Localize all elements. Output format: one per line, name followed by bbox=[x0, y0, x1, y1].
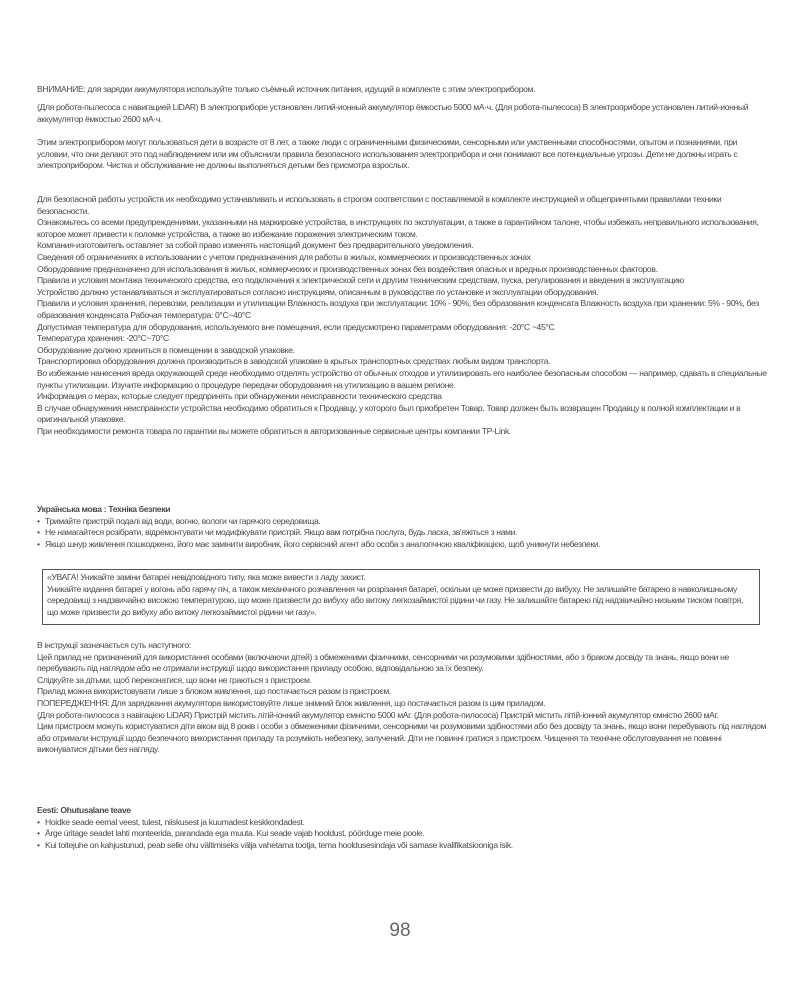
ru-line: При необходимости ремонта товара по гарантии вы можете обратиться в авторизованные сервисные центры компании TP-Link. bbox=[37, 425, 511, 436]
et-bullet-list bbox=[37, 817, 767, 852]
list-item: • Не намагайтеся розібрати, відремонтувати чи модифікувати пристрій. Якщо вам потрібна послуга, будь ласка, зв'яжіться з нами. bbox=[37, 527, 767, 539]
uk-bullet-list bbox=[37, 516, 767, 551]
ru-warning-section bbox=[37, 84, 767, 96]
ru-line: Компания-изготовитель оставляет за собой право изменять настоящий документ без предварительного уведомления. bbox=[37, 240, 474, 251]
uk-line: Прилад можна використовувати лише з блоком живлення, що постачається разом із пристроєм. bbox=[37, 686, 391, 697]
ru-line: Правила и условия хранения, перевозки, реализации и утилизации Влажность воздуха при эксплуатации: 10% - 90%, без образования конденсата Влажность воздуха при хранении: 5% - 90%, без образования конденсата Рабочая температура: 0°C~40°C bbox=[37, 298, 759, 320]
ru-line: Оборудование предназначено для использования в жилых, коммерческих и производственных зонах без воздействия опасных и вредных производственных факторов. bbox=[37, 263, 658, 274]
uk-line: (Для робота-пилососа з навігацією LiDAR) Пристрій містить літій-іонний акумулятор ємністю 5000 мАг. (Для робота-пилососа) Пристрій містить літій-іонний акумулятор ємністю 2600 мАг. bbox=[37, 709, 719, 720]
uk-line: В інструкції зазначається суть наступного: bbox=[37, 640, 191, 650]
list-item: • Тримайте пристрій подалі від води, вогню, вологи чи гарячого середовища. bbox=[37, 516, 767, 528]
ru-children-section bbox=[37, 137, 767, 172]
ru-line: Допустимая температура для оборудования, используемого вне помещения, если предусмотрено параметрами оборудования: -20°C ~45°C bbox=[37, 321, 555, 332]
page-number: 98 bbox=[389, 920, 411, 941]
ru-children-note: Этим электроприбором могут пользоваться дети в возрасте от 8 лет, а также люди с ограниченными физическими, сенсорными или умственными способностями, опытом и познаниями, при условии, что они делают это под наблюдением или им объяснили правила безопасного использования электроприбора и они понимают все потенциальные угрозы. Дети не должны играть с электроприбором. Чистка и обслуживание не должны выполняться детьми без присмотра взрослых. bbox=[37, 137, 738, 171]
uk-line: Слідкуйте за дітьми, щоб переконатися, що вони не граються з пристроєм. bbox=[37, 674, 312, 685]
ru-lidar-section bbox=[37, 102, 767, 125]
ru-line: Транспортировка оборудования должна производиться в заводской упаковке в крытых транспортных средствах любым видом транспорта. bbox=[37, 356, 551, 367]
uk-line: ПОПЕРЕДЖЕННЯ: Для заряджання акумулятора використовуйте лише знімний блок живлення, що постачається разом із цим приладом. bbox=[37, 697, 546, 708]
et-heading: Eesti: Ohutusalane teave bbox=[37, 805, 131, 815]
list-item: • Kui toitejuhe on kahjustunud, peab selle ohu vältimiseks välja vahetama tootja, tema hooldusesindaja või samase kvalifikatsiooniga isik. bbox=[37, 840, 767, 852]
uk-line: Цим пристроєм можуть користуватися діти віком від 8 років і особи з обмеженими фізичними, сенсорними чи розумовими здібностями або без досвіду та знань, якщо вони перебувають під наглядом або отримали інструкції щодо безпечного використання приладу та розуміють небезпеку, залучений. Діти не повинні гратися з пристроєм. Чищення та технічне обслуговування не повинні виконуватися дітьми без нагляду. bbox=[37, 721, 767, 755]
ru-line: Правила и условия монтажа технического средства, его подключения к электрической сети и другим техническим средствам, пуска, регулирования и введения в эксплуатацию bbox=[37, 275, 684, 286]
et-safety-section bbox=[37, 805, 767, 851]
ru-line: Температура хранения: -20°C~70°C bbox=[37, 333, 169, 344]
ru-line: Во избежание нанесения вреда окружающей среде необходимо отделять устройство от обычных отходов и утилизировать его наиболее безопасным способом — например, сдавать в специальные пункты утилизации. Изучите информацию о процедуре передачи оборудования на утилизацию в вашем регионе. bbox=[37, 367, 767, 390]
ru-safety-section bbox=[37, 194, 767, 437]
uk-heading: Українська мова : Техніка безпеки bbox=[37, 504, 171, 514]
ru-line: Сведения об ограничениях в использовании с учетом предназначения для работы в жилых, коммерческих и производственных зонах bbox=[37, 251, 531, 262]
ru-line: Для безопасной работы устройств их необходимо устанавливать и использовать в строгом соответствии с поставляемой в комплекте инструкцией и общепринятыми правилами техники безопасности. bbox=[37, 194, 722, 216]
ru-charging-warning: ВНИМАНИЕ: для зарядки аккумулятора используйте только съёмный источник питания, идущий в комплекте с этим электроприбором. bbox=[37, 84, 536, 94]
ru-line: В случае обнаружения неисправности устройства необходимо обратиться к Продавцу, у которого был приобретен Товар. Товар должен быть возвращен Продавцу в полной комплектации и в оригинальной упаковке. bbox=[37, 402, 741, 425]
uk-line: Цей прилад не призначений для використання особами (включаючи дітей) з обмеженими фізичними, сенсорними чи розумовими здібностями, або з браком досвіду та знань, якщо вони не перебувають під наглядом або не отримали інструкції щодо використання приладу особою, відповідальною за їх безпеку. bbox=[37, 651, 729, 674]
list-item: • Hoidke seade eemal veest, tulest, niiskusest ja kuumadest keskkondadest. bbox=[37, 817, 767, 829]
ru-line: Ознакомьтесь со всеми предупреждениями, указанными на маркировке устройства, в инструкциях по эксплуатации, а также в гарантийном талоне, чтобы избежать неправильного использования, которое может привести к поломке устройства, а также во избежание поражения электрическим током. bbox=[37, 217, 759, 239]
uk-box-line: «УВАГА! Уникайте заміни батареї невідповідного типу, яка може вивести з ладу захист. bbox=[47, 572, 366, 582]
list-item: • Ärge üritage seadet lahti monteerida, parandada ega muuta. Kui seade vajab hooldust, pöörduge meie poole. bbox=[37, 828, 767, 840]
uk-box-line: Уникайте кидання батареї у вогонь або гарячу піч, а також механічного розчавлення чи розрізання батареї, оскільки це може призвести до вибуху. Не залишайте батарею в навколишньому середовищі з надзвичайно високою температурою, що може призвести до вибуху або витоку легкозаймистої рідини чи газу. Не залишайте батарею під надзвичайно низьким тиском повітря, що може призвести до вибуху або витоку легкозаймистої рідини чи газу». bbox=[47, 583, 743, 617]
uk-safety-section bbox=[37, 504, 767, 550]
ru-line: Информация о мерах, которые следует предпринять при обнаружении неисправности технического средства bbox=[37, 391, 442, 402]
uk-battery-warning-box bbox=[42, 569, 760, 625]
list-item: • Якщо шнур живлення пошкоджено, його має замінити виробник, його сервісний агент або особа з аналогічною кваліфікацією, щоб уникнути небезпеки. bbox=[37, 539, 767, 551]
ru-line: Оборудование должно храниться в помещении в заводской упаковке. bbox=[37, 344, 295, 355]
ru-battery-capacity: (Для робота-пылесоса с навигацией LiDAR) В электроприборе установлен литий-ионный аккумулятор ёмкостью 5000 мА·ч. (Для робота-пылесоса) В электроприборе установлен литий-ионный аккумулятор ёмкостью 2600 мА·ч. bbox=[37, 102, 749, 124]
uk-instructions-section bbox=[37, 640, 767, 756]
ru-line: Устройство должно устанавливаться и эксплуатироваться согласно инструкциям, описанным в руководстве по установке и эксплуатации оборудования. bbox=[37, 286, 599, 297]
